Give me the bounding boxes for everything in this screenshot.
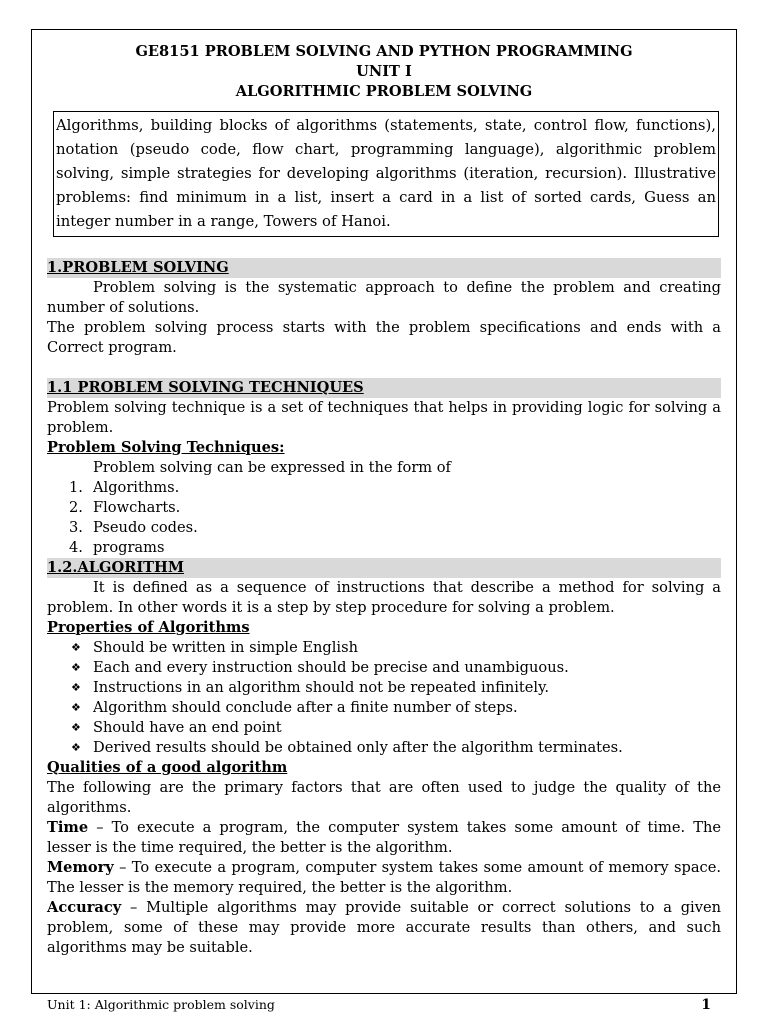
list-item: ❖ Algorithm should conclude after a finite number of steps. [71,699,518,716]
list-item: 1. Algorithms. [69,479,180,496]
techniques-subheading: Problem Solving Techniques: [47,439,285,456]
quality-time: Time – To execute a program, the computer system takes some amount of time. The lesser is the time required, the better is the algorithm. [47,819,721,856]
algorithm-definition: It is defined as a sequence of instructions that describe a method for solving a problem. In other words it is a step by step procedure for solving a problem. [47,579,721,616]
list-item: ❖ Each and every instruction should be precise and unambiguous. [71,659,569,676]
qualities-intro: The following are the primary factors that are often used to judge the quality of the algorithms. [47,779,721,816]
diamond-bullet-icon: ❖ [71,741,81,754]
problem-solving-definition: Problem solving is the systematic approach to define the problem and creating number of solutions. [47,279,721,316]
list-item: ❖ Should be written in simple English [71,639,358,656]
list-item: ❖ Instructions in an algorithm should not be repeated infinitely. [71,679,550,696]
syllabus-box: Algorithms, building blocks of algorithms (statements, state, control flow, functions), notation (pseudo code, flow chart, programming language), algorithmic problem solving, simple strategies for developing algorithms (iteration, recursion). Illustrative problems: find minimum in a list, insert a card in a list of sorted cards, Guess an integer number in a range, Towers of Hanoi. [53,111,719,237]
page-footer [47,997,711,1013]
list-item: ❖ Should have an end point [71,719,282,736]
diamond-bullet-icon: ❖ [71,721,81,734]
diamond-bullet-icon: ❖ [71,641,81,654]
properties-list [47,638,721,758]
unit-number: UNIT I [356,63,412,80]
diamond-bullet-icon: ❖ [71,661,81,674]
diamond-bullet-icon: ❖ [71,681,81,694]
quality-memory: Memory – To execute a program, computer system takes some amount of memory space. The lesser is the memory required, the better is the algorithm. [47,859,721,896]
page-content [47,42,721,958]
list-item: ❖ Derived results should be obtained only after the algorithm terminates. [71,739,623,756]
problem-solving-process: The problem solving process starts with the problem specifications and ends with a Correct program. [47,319,721,356]
quality-accuracy: Accuracy – Multiple algorithms may provide suitable or correct solutions to a given problem, some of these may provide more accurate results than others, and such algorithms may be suitable. [47,899,721,956]
list-item: 4. programs [69,539,165,556]
properties-subheading: Properties of Algorithms [47,619,250,636]
techniques-definition: Problem solving technique is a set of techniques that helps in providing logic for solving a problem. [47,399,721,436]
techniques-list [47,478,721,558]
section-heading-techniques: 1.1 PROBLEM SOLVING TECHNIQUES [47,378,721,398]
section-heading-algorithm: 1.2.ALGORITHM [47,558,721,578]
list-item: 2. Flowcharts. [69,499,181,516]
unit-title: ALGORITHMIC PROBLEM SOLVING [235,83,533,100]
qualities-subheading: Qualities of a good algorithm [47,759,288,776]
footer-label: Unit 1: Algorithmic problem solving [47,997,275,1012]
list-item: 3. Pseudo codes. [69,519,198,536]
techniques-intro: Problem solving can be expressed in the form of [93,459,451,476]
course-title: GE8151 PROBLEM SOLVING AND PYTHON PROGRAMMING [135,43,633,60]
diamond-bullet-icon: ❖ [71,701,81,714]
section-heading-problem-solving: 1.PROBLEM SOLVING [47,258,721,278]
page-number: 1 [701,997,711,1013]
